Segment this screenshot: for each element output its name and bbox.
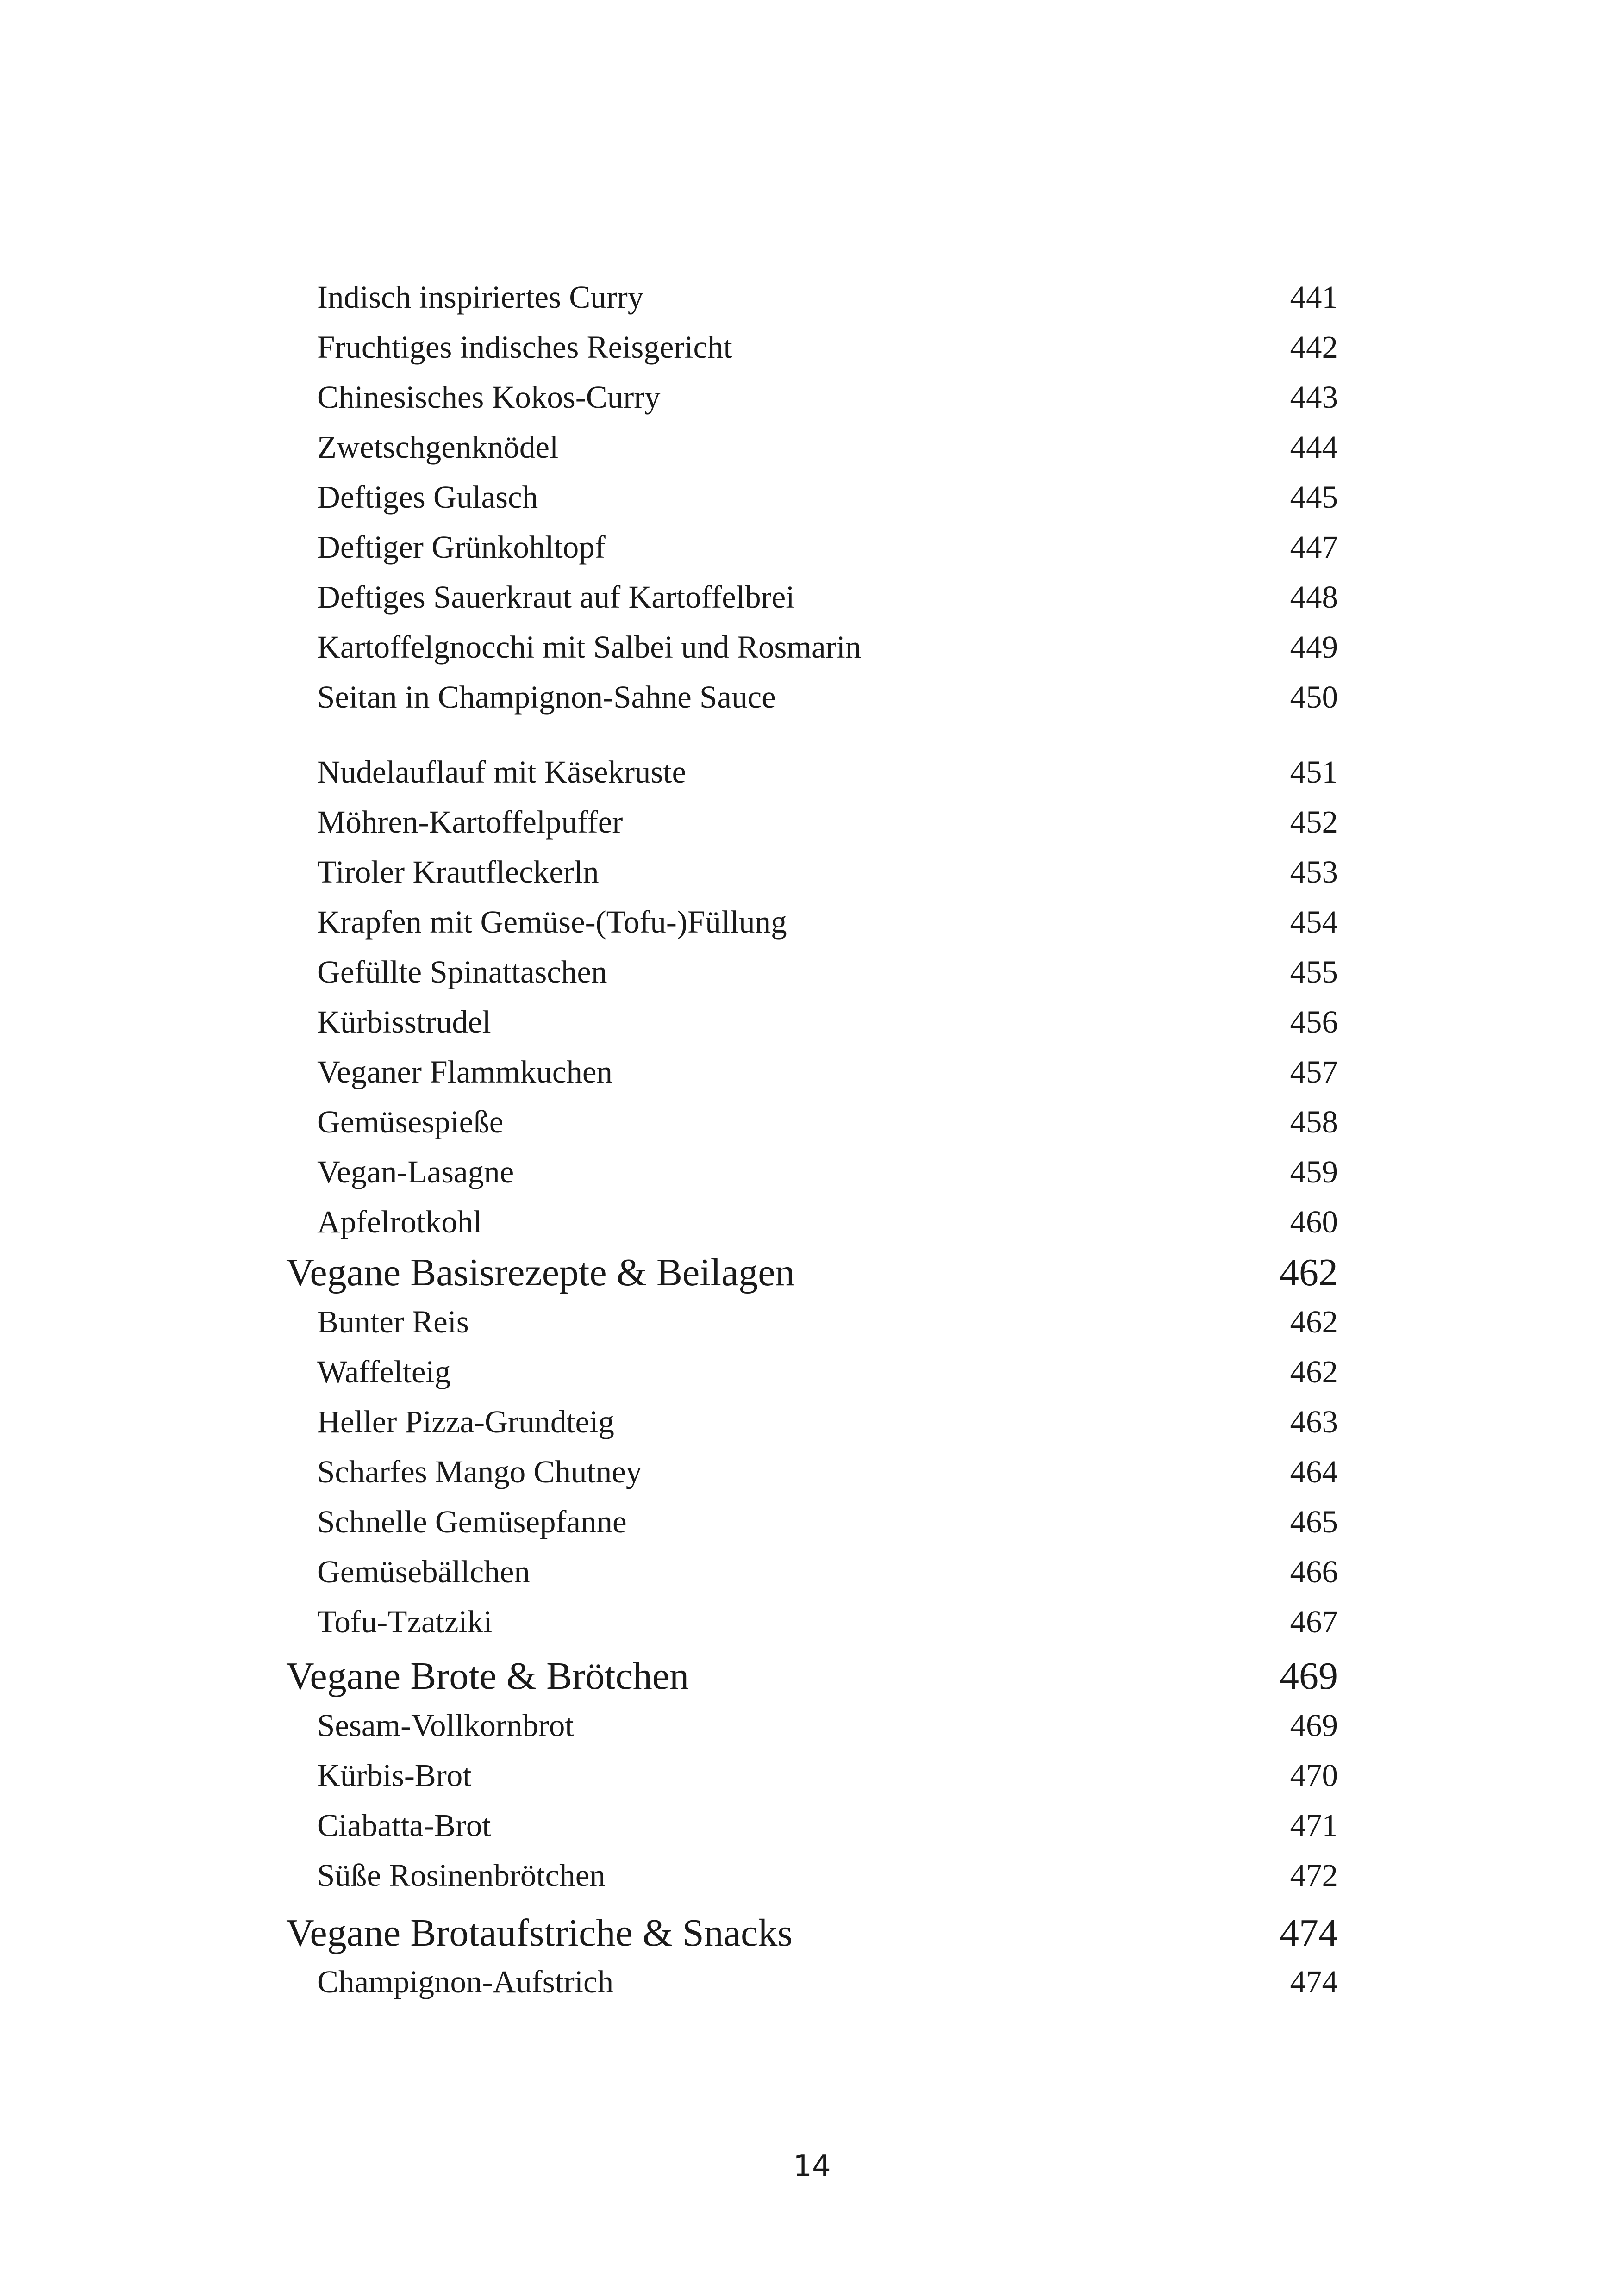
toc-entry-page: 458 <box>1290 1104 1338 1139</box>
toc-entry-page: 469 <box>1280 1655 1338 1698</box>
toc-entry <box>317 281 1338 316</box>
toc-entry <box>317 1506 1338 1541</box>
toc-entry-page: 471 <box>1290 1808 1338 1843</box>
toc-section-heading <box>286 1657 1338 1699</box>
toc-entry-title: Kürbisstrudel <box>317 1004 491 1039</box>
toc-entry-title: Süße Rosinenbrötchen <box>317 1858 606 1893</box>
toc-entry-title: Bunter Reis <box>317 1304 469 1339</box>
toc-entry-page: 455 <box>1290 954 1338 989</box>
toc-entry-page: 470 <box>1290 1758 1338 1793</box>
toc-entry <box>317 1760 1338 1794</box>
toc-entry <box>317 531 1338 566</box>
toc-entry-page: 466 <box>1290 1554 1338 1589</box>
toc-entry-title: Vegane Basisrezepte & Beilagen <box>286 1251 795 1294</box>
toc-entry-title: Zwetschgenknödel <box>317 429 559 465</box>
toc-entry-page: 456 <box>1290 1004 1338 1039</box>
toc-entry <box>317 1556 1338 1591</box>
toc-entry-page: 453 <box>1290 854 1338 890</box>
toc-entry <box>317 1106 1338 1141</box>
toc-entry <box>317 756 1338 791</box>
toc-entry-title: Schnelle Gemüsepfanne <box>317 1504 627 1539</box>
toc-entry-page: 444 <box>1290 429 1338 465</box>
toc-entry-page: 448 <box>1290 579 1338 615</box>
toc-entry-title: Deftiges Gulasch <box>317 479 538 515</box>
toc-entry-page: 447 <box>1290 529 1338 565</box>
toc-section-heading <box>286 1253 1338 1295</box>
toc-entry-page: 469 <box>1290 1708 1338 1743</box>
toc-entry-title: Seitan in Champignon-Sahne Sauce <box>317 679 776 715</box>
page-number: 14 <box>793 2149 831 2184</box>
toc-entry-title: Krapfen mit Gemüse-(Tofu-)Füllung <box>317 904 787 940</box>
toc-entry-page: 443 <box>1290 380 1338 415</box>
toc-entry-page: 460 <box>1290 1204 1338 1239</box>
toc-entry-title: Waffelteig <box>317 1354 451 1389</box>
toc-entry-title: Champignon-Aufstrich <box>317 1964 614 1999</box>
toc-entry <box>317 331 1338 366</box>
toc-entry-title: Sesam-Vollkornbrot <box>317 1708 574 1743</box>
toc-entry <box>317 1206 1338 1241</box>
toc-entry-title: Kartoffelgnocchi mit Salbei und Rosmarin <box>317 629 862 665</box>
toc-entry <box>317 1156 1338 1191</box>
toc-entry <box>317 1710 1338 1744</box>
toc-entry-title: Fruchtiges indisches Reisgericht <box>317 330 732 365</box>
toc-entry-title: Deftiges Sauerkraut auf Kartoffelbrei <box>317 579 795 615</box>
toc-entry <box>317 1306 1338 1341</box>
toc-entry-title: Deftiger Grünkohltopf <box>317 529 606 565</box>
toc-entry-title: Gefüllte Spinattaschen <box>317 954 607 989</box>
toc-entry <box>317 631 1338 666</box>
toc-entry <box>317 681 1338 716</box>
toc-entry-page: 472 <box>1290 1858 1338 1893</box>
toc-entry <box>317 1860 1338 1894</box>
toc-entry <box>317 1810 1338 1844</box>
toc-entry-title: Apfelrotkohl <box>317 1204 482 1239</box>
toc-entry-title: Veganer Flammkuchen <box>317 1054 613 1089</box>
toc-entry-page: 441 <box>1290 280 1338 315</box>
toc-entry-page: 452 <box>1290 804 1338 840</box>
toc-entry-title: Möhren-Kartoffelpuffer <box>317 804 623 840</box>
toc-entry-page: 454 <box>1290 904 1338 940</box>
toc-entry-page: 474 <box>1280 1911 1338 1954</box>
toc-entry <box>317 856 1338 891</box>
toc-entry <box>317 1356 1338 1391</box>
toc-entry <box>317 1406 1338 1441</box>
toc-entry-title: Gemüsebällchen <box>317 1554 530 1589</box>
toc-entry <box>317 906 1338 941</box>
toc-entry-title: Vegan-Lasagne <box>317 1154 514 1189</box>
toc-entry <box>317 431 1338 466</box>
toc-entry <box>317 1456 1338 1491</box>
toc-entry <box>317 806 1338 841</box>
toc-entry-title: Ciabatta-Brot <box>317 1808 491 1843</box>
toc-entry-page: 464 <box>1290 1454 1338 1489</box>
toc-entry <box>317 581 1338 616</box>
toc-entry-page: 450 <box>1290 679 1338 715</box>
toc-entry <box>317 1606 1338 1641</box>
toc-entry-title: Nudelauflauf mit Käsekruste <box>317 754 687 790</box>
toc-entry-page: 467 <box>1290 1604 1338 1639</box>
toc-entry <box>317 1006 1338 1041</box>
toc-entry <box>317 481 1338 516</box>
toc-entry-page: 465 <box>1290 1504 1338 1539</box>
toc-entry-page: 445 <box>1290 479 1338 515</box>
toc-entry-title: Gemüsespieße <box>317 1104 504 1139</box>
toc-entry-page: 462 <box>1290 1354 1338 1389</box>
toc-section-heading <box>286 1911 1338 1955</box>
toc-entry-page: 457 <box>1290 1054 1338 1089</box>
toc-entry-title: Vegane Brote & Brötchen <box>286 1655 689 1698</box>
toc-entry-page: 462 <box>1280 1251 1338 1294</box>
toc-entry <box>317 1056 1338 1091</box>
toc-entry-page: 463 <box>1290 1404 1338 1439</box>
toc-entry-title: Vegane Brotaufstriche & Snacks <box>286 1911 793 1954</box>
toc-entry-page: 449 <box>1290 629 1338 665</box>
toc-entry-page: 462 <box>1290 1304 1338 1339</box>
toc-entry-title: Chinesisches Kokos-Curry <box>317 380 661 415</box>
toc-entry-title: Kürbis-Brot <box>317 1758 472 1793</box>
toc-entry-title: Indisch inspiriertes Curry <box>317 280 644 315</box>
toc-entry-page: 474 <box>1290 1964 1338 1999</box>
toc-entry-page: 451 <box>1290 754 1338 790</box>
toc-entry-title: Heller Pizza-Grundteig <box>317 1404 614 1439</box>
toc-entry-page: 442 <box>1290 330 1338 365</box>
toc-entry-title: Tiroler Krautfleckerln <box>317 854 599 890</box>
toc-entry-page: 459 <box>1290 1154 1338 1189</box>
toc-entry-title: Scharfes Mango Chutney <box>317 1454 642 1489</box>
toc-entry <box>317 956 1338 991</box>
toc-entry <box>317 1966 1338 2001</box>
toc-entry-title: Tofu-Tzatziki <box>317 1604 493 1639</box>
toc-entry <box>317 381 1338 416</box>
